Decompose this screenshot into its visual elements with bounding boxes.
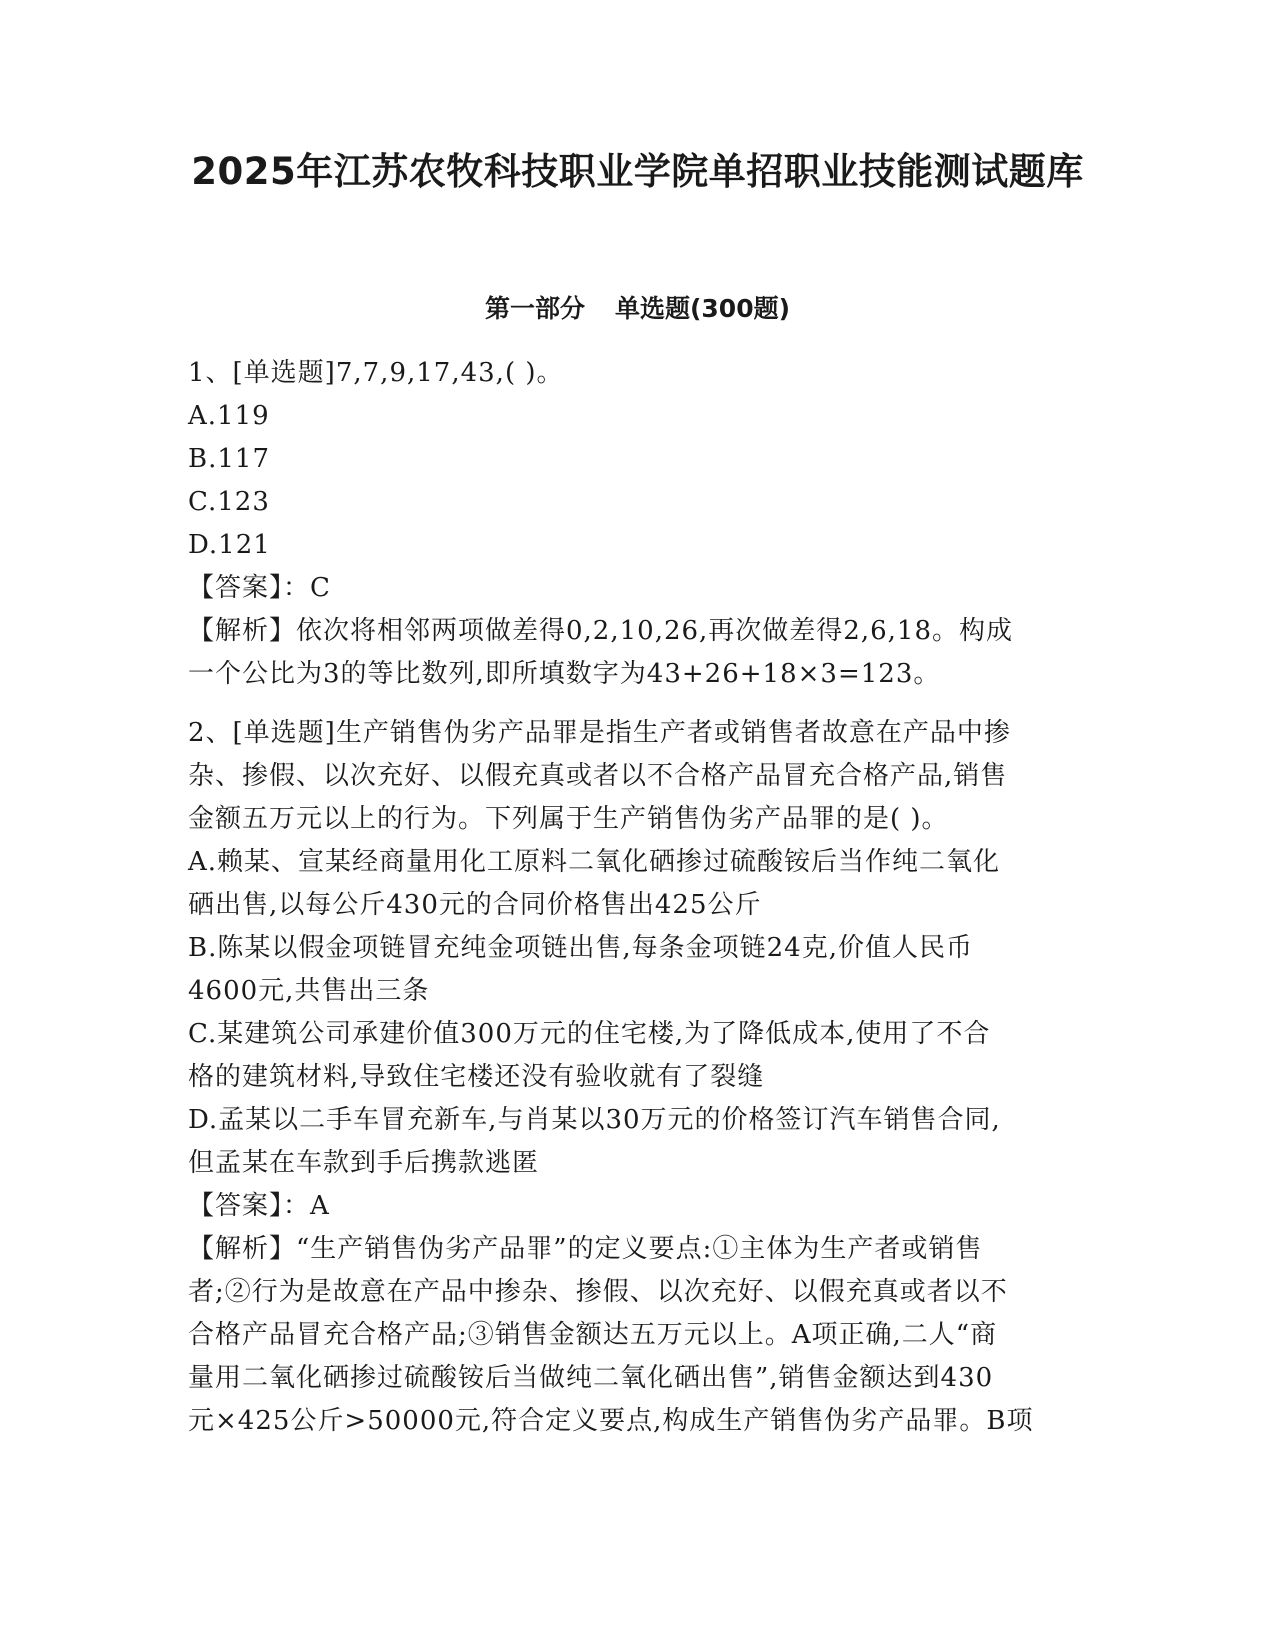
option-a: A.119 [188, 401, 270, 431]
section-title-type: 单选题(300题) [614, 294, 791, 323]
option-b: B.117 [188, 444, 270, 474]
question-2 [188, 712, 1088, 1443]
explanation-line: 合格产品冒充合格产品;③销售金额达五万元以上。A项正确,二人“商 [188, 1320, 998, 1350]
explanation-line: 者;②行为是故意在产品中掺杂、掺假、以次充好、以假充真或者以不 [188, 1277, 1008, 1307]
option-d-line: 但孟某在车款到手后携款逃匿 [188, 1148, 540, 1178]
section-title [0, 292, 1275, 326]
explanation-line: 量用二氧化硒掺过硫酸铵后当做纯二氧化硒出售”,销售金额达到430 [188, 1363, 994, 1393]
question-stem-line: 金额五万元以上的行为。下列属于生产销售伪劣产品罪的是( )。 [188, 804, 949, 834]
option-c-line: C.某建筑公司承建价值300万元的住宅楼,为了降低成本,使用了不合 [188, 1019, 991, 1049]
section-title-part: 第一部分 [484, 294, 585, 323]
explanation-line: 元×425公斤>50000元,符合定义要点,构成生产销售伪劣产品罪。B项 [188, 1406, 1034, 1436]
option-b-line: B.陈某以假金项链冒充纯金项链出售,每条金项链24克,价值人民币 [188, 933, 973, 963]
answer: 【答案】：A [188, 1191, 330, 1221]
option-a-line: A.赖某、宣某经商量用化工原料二氧化硒掺过硫酸铵后当作纯二氧化 [188, 847, 1001, 877]
question-stem-line: 2、[单选题]生产销售伪劣产品罪是指生产者或销售者故意在产品中掺 [188, 718, 1011, 748]
question-stem-line: 杂、掺假、以次充好、以假充真或者以不合格产品冒充合格产品,销售 [188, 761, 1008, 791]
document-title: 2025年江苏农牧科技职业学院单招职业技能测试题库 [191, 150, 1084, 193]
question-list [188, 352, 1088, 1443]
question-spacer [188, 696, 1088, 712]
option-b-line: 4600元,共售出三条 [188, 976, 430, 1006]
option-a-line: 硒出售,以每公斤430元的合同价格售出425公斤 [188, 890, 762, 920]
explanation-line: 【解析】“生产销售伪劣产品罪”的定义要点:①主体为生产者或销售 [188, 1234, 983, 1264]
option-d-line: D.孟某以二手车冒充新车,与肖某以30万元的价格签订汽车销售合同, [188, 1105, 1001, 1135]
answer: 【答案】：C [188, 573, 331, 603]
option-d: D.121 [188, 530, 271, 560]
explanation-line: 【解析】依次将相邻两项做差得0,2,10,26,再次做差得2,6,18。构成 [188, 616, 1014, 646]
question-1 [188, 352, 1088, 696]
explanation-line: 一个公比为3的等比数列,即所填数字为43+26+18×3=123。 [188, 659, 941, 689]
question-stem: 1、[单选题]7,7,9,17,43,( )。 [188, 358, 564, 388]
option-c: C.123 [188, 487, 270, 517]
option-c-line: 格的建筑材料,导致住宅楼还没有验收就有了裂缝 [188, 1062, 765, 1092]
